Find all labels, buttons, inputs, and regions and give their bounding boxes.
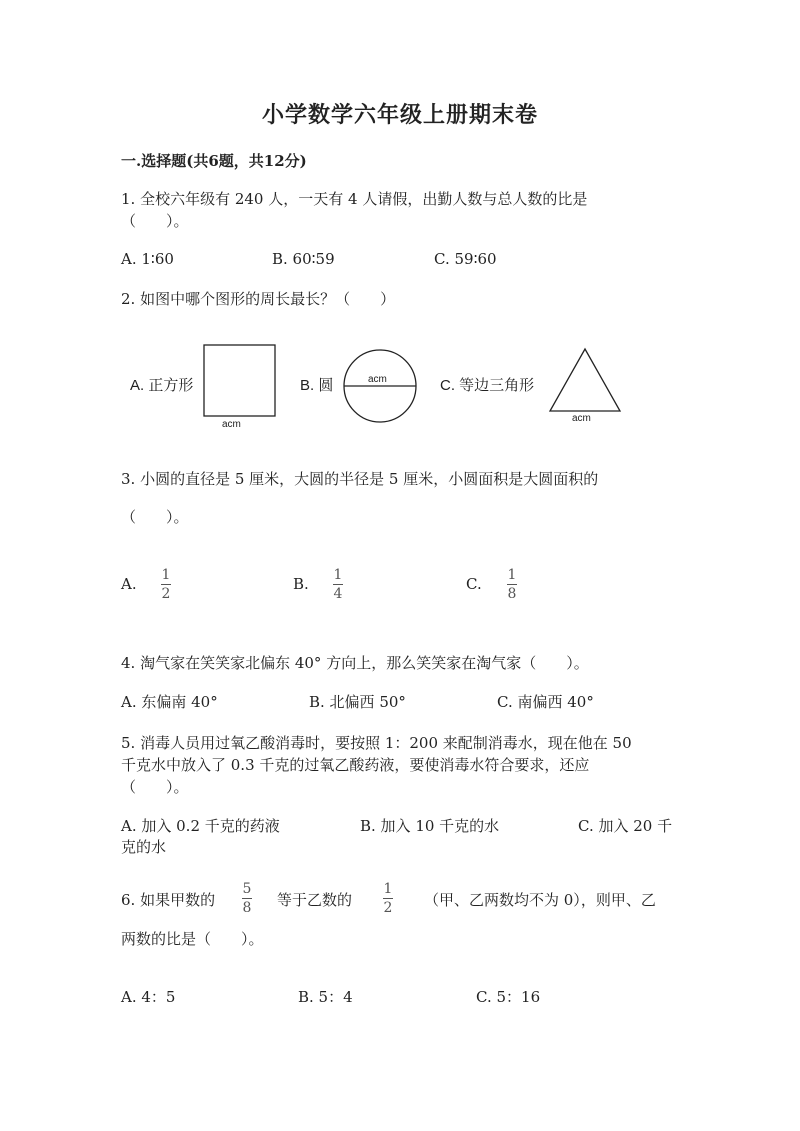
q6-fraction-1: [242, 881, 252, 916]
q6-option-a: A. 4：5: [121, 988, 176, 1006]
q2-text: 2. 如图中哪个图形的周长最长？（ ）: [121, 290, 396, 308]
fraction-bar: [333, 584, 343, 585]
fraction-denominator: 4: [333, 586, 343, 602]
q5-text-line1: 5. 消毒人员用过氧乙酸消毒时，要按照 1：200 来配制消毒水，现在他在 50: [121, 734, 632, 752]
q4-option-c: C. 南偏西 40°: [497, 693, 594, 711]
fraction-numerator: 1: [161, 567, 171, 583]
circle-shape: [344, 350, 416, 422]
triangle-shape: [550, 349, 620, 411]
figure-label-triangle: C. 等边三角形: [440, 377, 535, 394]
q5-option-c: C. 加入 20 千: [578, 817, 673, 835]
q5-option-c-continued: 克的水: [121, 838, 167, 856]
q6-option-b: B. 5：4: [298, 988, 353, 1006]
q3-text-line2: （ ）。: [121, 508, 189, 526]
q3-option-b-letter: B.: [293, 575, 309, 593]
q3-option-b-fraction: [333, 567, 343, 602]
figure-label-circle: B. 圆: [300, 377, 334, 394]
q1-option-c: C. 59∶60: [434, 250, 497, 268]
q3-option-a-letter: A.: [121, 575, 137, 593]
square-measure-label: acm: [222, 419, 241, 430]
q3-option-c-letter: C.: [466, 575, 482, 593]
q5-text-line2: 千克水中放入了 0.3 千克的过氧乙酸药液，要使消毒水符合要求，还应: [121, 756, 590, 774]
fraction-denominator: 2: [161, 586, 171, 602]
triangle-measure-label: acm: [572, 413, 591, 424]
fraction-bar: [507, 584, 517, 585]
q3-option-a-fraction: [161, 567, 171, 602]
figure-label-square: A. 正方形: [130, 377, 194, 394]
q6-text-prefix: 6. 如果甲数的: [121, 891, 216, 909]
q6-fraction-2: [383, 881, 393, 916]
fraction-numerator: 1: [333, 567, 343, 583]
q6-option-c: C. 5：16: [476, 988, 541, 1006]
q3-text-line1: 3. 小圆的直径是 5 厘米，大圆的半径是 5 厘米，小圆面积是大圆面积的: [121, 470, 599, 488]
q1-text-line2: （ ）。: [121, 212, 189, 230]
q4-option-b: B. 北偏西 50°: [309, 693, 406, 711]
fraction-bar: [383, 898, 393, 899]
q5-option-b: B. 加入 10 千克的水: [360, 817, 500, 835]
fraction-denominator: 2: [383, 900, 393, 916]
q5-text-line3: （ ）。: [121, 778, 189, 796]
q1-option-a: A. 1∶60: [121, 250, 174, 268]
q6-text-line2: 两数的比是（ ）。: [121, 930, 264, 948]
q6-text-middle: 等于乙数的: [277, 891, 353, 909]
q5-option-a: A. 加入 0.2 千克的药液: [121, 817, 280, 835]
fraction-bar: [242, 898, 252, 899]
q4-text: 4. 淘气家在笑笑家北偏东 40° 方向上，那么笑笑家在淘气家（ ）。: [121, 654, 589, 672]
fraction-numerator: 5: [242, 881, 252, 897]
q1-text-line1: 1. 全校六年级有 240 人，一天有 4 人请假，出勤人数与总人数的比是: [121, 190, 588, 208]
section-heading: 一.选择题(共6题，共12分): [121, 152, 307, 170]
fraction-numerator: 1: [507, 567, 517, 583]
fraction-denominator: 8: [507, 586, 517, 602]
page-title: 小学数学六年级上册期末卷: [261, 102, 538, 128]
q6-text-suffix: （甲、乙两数均不为 0），则甲、乙: [424, 891, 656, 909]
square-shape: [204, 345, 275, 416]
fraction-numerator: 1: [383, 881, 393, 897]
q4-option-a: A. 东偏南 40°: [121, 693, 218, 711]
circle-measure-label: acm: [368, 374, 387, 385]
q1-option-b: B. 60∶59: [272, 250, 335, 268]
fraction-bar: [161, 584, 171, 585]
fraction-denominator: 8: [242, 900, 252, 916]
q3-option-c-fraction: [507, 567, 517, 602]
